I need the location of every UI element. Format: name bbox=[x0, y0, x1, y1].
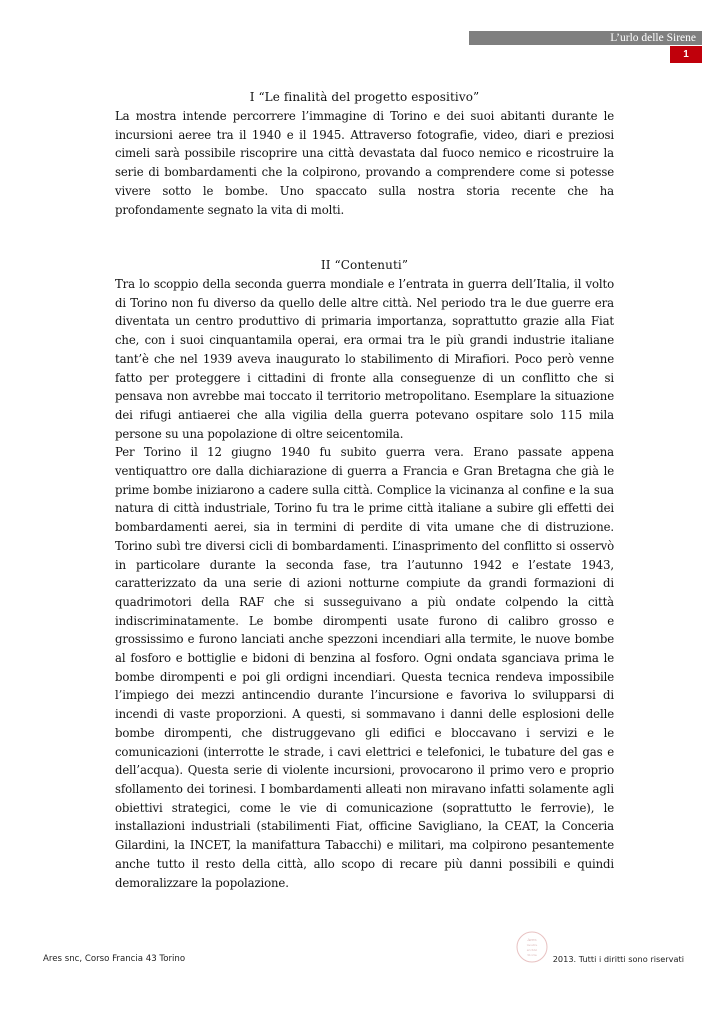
paragraph: Per Torino il 12 giugno 1940 fu subito guerra vera. Erano passate appena ventiquattro ore dalla dichiarazione di guerra a Francia e Gran Bretagna che già le prime bombe iniziarono a cadere sulla città. Complice la vicinanza al confine e la sua natura di città industriale, Torino fu tra le prime città italiane a subire gli effetti dei bombardamenti aerei, sia in termini di perdite di vita umane che di distruzione. Torino subì tre diversi cicli di bombardamenti. L’inasprimento del conflitto si osservò in particolare durante la seconda fase, tra l’autunno 1942 e l’estate 1943, caratterizzato da una serie di azioni notturne compiute da grandi formazioni di quadrimotori della RAF che si susseguivano a più ondate colpendo la città indiscriminatamente. Le bombe dirompenti usate furono di calibro grosso e grossissimo e furono lanciati anche spezzoni incendiari alla termite, le nuove bombe al fosforo e bottiglie e bidoni di benzina al fosforo. Ogni ondata sganciava prima le bombe dirompenti e poi gli ordigni incendiari. Questa tecnica rendeva impossibile l’impiego dei mezzi antincendio durante l’incursione e favoriva lo svilupparsi di incendi di vaste proporzioni. A questi, si sommavano i danni delle esplosioni delle bombe dirompenti, che distruggevano gli edifici e bloccavano i servizi e le comunicazioni (interrotte le strade, i cavi elettrici e telefonici, le tubature del gas e dell’acqua). Questa serie di violente incursioni, provocarono il primo vero e proprio sfollamento dei torinesi. I bombardamenti alleati non miravano infatti solamente agli obiettivi strategici, come le vie di comunicazione (soprattutto le ferrovie), le installazioni industriali (stabilimenti Fiat, officine Savigliano, la CEAT, la Conceria Gilardini, la INCET, la manifattura Tabacchi) e militari, ma colpirono pesantemente anche tutto il resto della città, allo scopo di recare più danni possibili e quindi demoralizzare la popolazione. bbox=[115, 445, 614, 890]
paragraph: Tra lo scoppio della seconda guerra mondiale e l’entrata in guerra dell’Italia, il volto di Torino non fu diverso da quello delle altre città. Nel periodo tra le due guerre era diventata un centro produttivo di primaria importanza, soprattutto grazie alla Fiat che, con i suoi cinquantamila operai, era ormai tra le più grandi industrie italiane tant’è che nel 1939 aveva inaugurato lo stabilimento di Mirafiori. Poco però venne fatto per proteggere i cittadini di fronte alla conseguenze di un conflitto che si pensava non avrebbe mai toccato il territorio metropolitano. Esemplare la situazione dei rifugi antiaerei che alla vigilia della guerra potevano ospitare solo 115 mila persone su una popolazione di oltre seicentomila. bbox=[115, 277, 614, 441]
footer-company: Ares snc, Corso Francia 43 Torino bbox=[43, 954, 186, 964]
logo-line: Storia bbox=[527, 953, 537, 957]
footer-copyright: 2013. Tutti i diritti sono riservati bbox=[552, 954, 684, 964]
page-number: 1 bbox=[683, 49, 689, 60]
section-title: II “Contenuti” bbox=[320, 258, 409, 272]
section-title: I “Le finalità del progetto espositivo” bbox=[249, 90, 480, 104]
section-contenuti bbox=[115, 256, 614, 892]
ares-logo-icon bbox=[515, 930, 549, 964]
document-header bbox=[469, 31, 702, 45]
logo-line: Ares bbox=[527, 937, 537, 942]
section-finalita bbox=[115, 88, 614, 219]
document-title: L’urlo delle Sirene bbox=[610, 32, 696, 44]
logo-line: archivi bbox=[526, 948, 538, 952]
paragraph: La mostra intende percorrere l’immagine di Torino e dei suoi abitanti durante le incursioni aeree tra il 1940 e il 1945. Attraverso fotografie, video, diari e preziosi cimeli sarà possibile riscoprire una città devastata dal fuoco nemico e ricostruire la serie di bombardamenti che la colpirono, provando a comprendere come si potesse vivere sotto le bombe. Uno spaccato sulla nostra storia recente che ha profondamente segnato la vita di molti. bbox=[115, 109, 614, 217]
page-number-badge bbox=[670, 46, 702, 63]
logo-line: mostre bbox=[526, 943, 538, 947]
